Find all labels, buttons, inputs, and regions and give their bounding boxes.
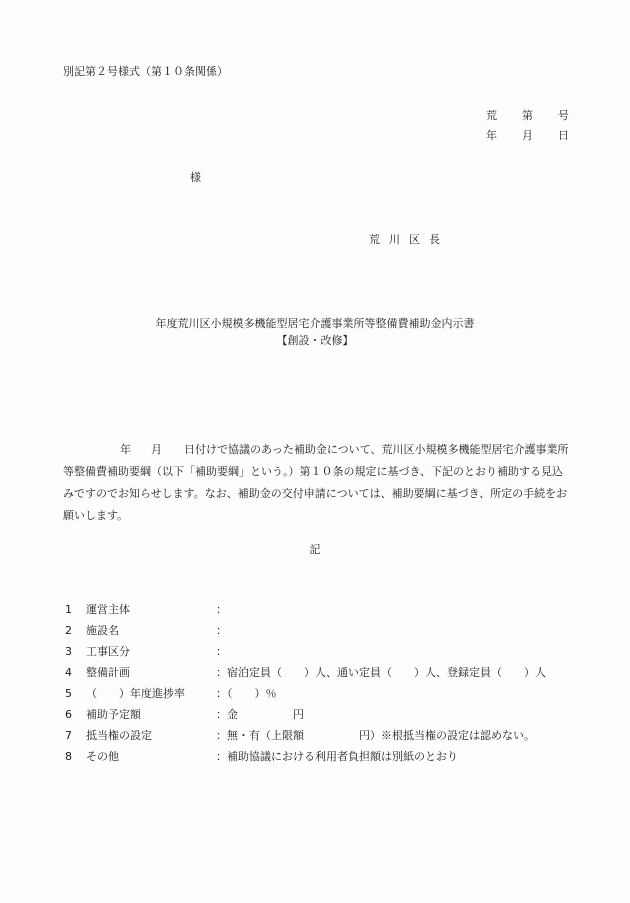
body-month: 月 — [151, 443, 162, 456]
ki-heading: 記 — [309, 543, 321, 556]
item-number: 8 — [65, 750, 72, 763]
reference-date-day: 日 — [558, 129, 569, 142]
reference-number-go: 号 — [558, 109, 569, 122]
item-value: ：金 円 — [216, 708, 304, 721]
reference-date-year: 年 — [486, 129, 497, 142]
item-value: ：補助協議における利用者負担額は別紙のとおり — [216, 750, 458, 763]
document-subtitle: 【創設・改修】 — [276, 334, 354, 347]
reference-number-prefix: 荒 — [486, 109, 497, 122]
item-label: その他 — [86, 750, 119, 763]
item-value: ：無・有（上限額 円）※根抵当権の設定は認めない。 — [216, 729, 535, 742]
item-number: 4 — [65, 666, 72, 679]
item-value: ： — [216, 603, 227, 616]
reference-date-month: 月 — [522, 129, 533, 142]
form-reference: 別記第２号様式（第１０条関係） — [63, 65, 228, 78]
addressee: 様 — [190, 171, 201, 184]
item-number: 7 — [65, 729, 72, 742]
item-number: 2 — [65, 624, 72, 637]
body-year: 年 — [120, 443, 131, 456]
item-value: ：宿泊定員（ ）人、通い定員（ ）人、登録定員（ ）人 — [216, 666, 546, 679]
item-label: 工事区分 — [86, 645, 130, 658]
item-label: 補助予定額 — [86, 708, 141, 721]
item-label: 整備計画 — [86, 666, 130, 679]
item-label: 施設名 — [86, 624, 119, 637]
reference-number-dai: 第 — [522, 109, 533, 122]
item-number: 6 — [65, 708, 72, 721]
item-label: 抵当権の設定 — [86, 729, 152, 742]
item-number: 5 — [65, 687, 72, 700]
item-value: ： — [216, 624, 227, 637]
item-value: ： — [216, 645, 227, 658]
item-number: 1 — [65, 603, 72, 616]
item-value: ：（ ）％ — [216, 687, 277, 700]
reference-number — [486, 110, 569, 121]
item-label: 運営主体 — [86, 603, 130, 616]
item-number: 3 — [65, 645, 72, 658]
reference-date — [486, 130, 569, 141]
body-paragraph — [63, 439, 573, 527]
body-text: 日付けで協議のあった補助金について、荒川区小規模多機能型居宅介護事業所等整備費補助要綱（以下「補助要綱」という。）第１０条の規定に基づき、下記のとおり補助する見込みですのでお知らせします。なお、補助金の交付申請については、補助要綱に基づき、所定の手続をお願いします。 — [63, 443, 569, 522]
document-title: 年度荒川区小規模多機能型居宅介護事業所等整備費補助金内示書 — [155, 317, 475, 330]
item-label: （ ）年度進捗率 — [86, 687, 185, 700]
sender: 荒川区長 — [369, 233, 449, 246]
